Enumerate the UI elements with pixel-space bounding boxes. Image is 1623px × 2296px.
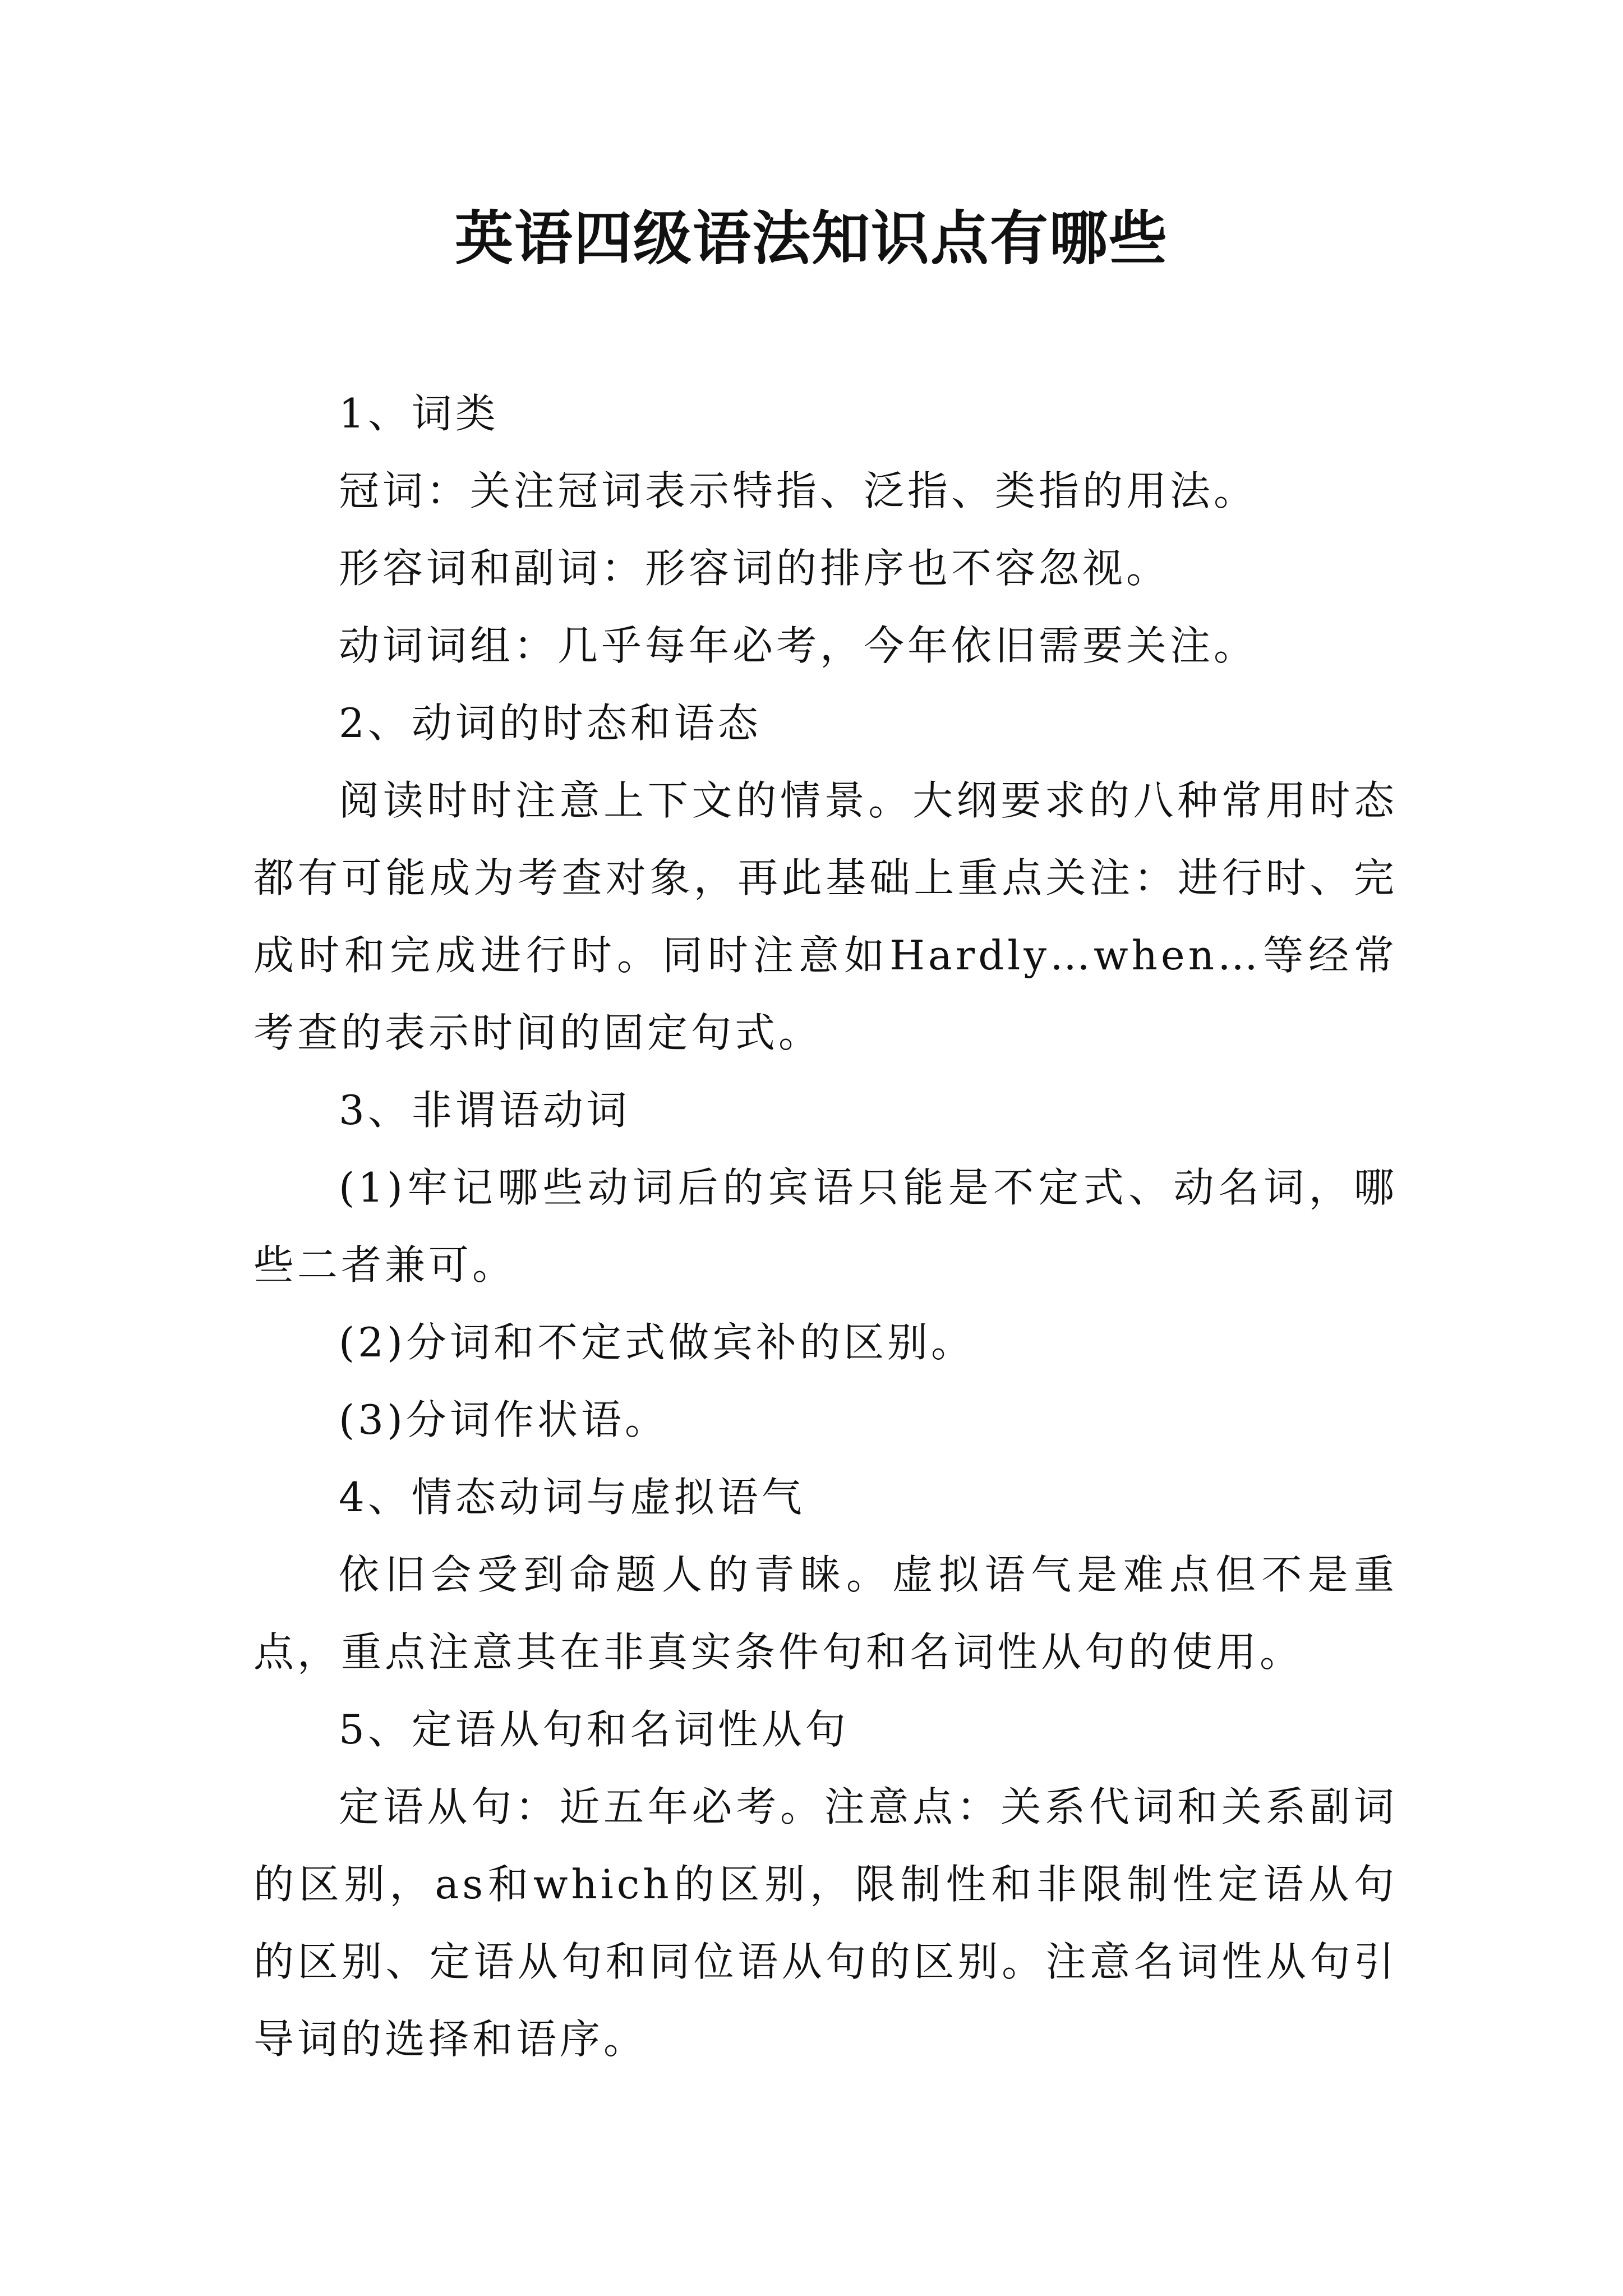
- paragraph-clauses: 定语从句：近五年必考。注意点：关系代词和关系副词的区别，as和which的区别，限制性和非限制性定语从句的区别、定语从句和同位语从句的区别。注意名词性从句引导词的选择和语序。: [253, 1783, 1398, 2063]
- paragraph-modal-subjunctive: 依旧会受到命题人的青睐。虚拟语气是难点但不是重点，重点注意其在非真实条件句和名词性从句的使用。: [253, 1551, 1398, 1676]
- paragraph-tense-voice: 阅读时时注意上下文的情景。大纲要求的八种常用时态都有可能成为考查对象，再此基础上重点关注：进行时、完成时和完成进行时。同时注意如Hardly…when…等经常考查的表示时间的固定句式。: [253, 777, 1398, 1056]
- section-heading-modal-subjunctive: 4、情态动词与虚拟语气: [339, 1474, 805, 1521]
- list-item-nonfinite-3: (3)分词作状语。: [339, 1396, 668, 1443]
- section-heading-tense-voice: 2、动词的时态和语态: [339, 700, 762, 747]
- section-heading-word-classes: 1、词类: [339, 390, 499, 437]
- document-title: 英语四级语法知识点有哪些: [454, 204, 1168, 273]
- list-item-nonfinite-2: (2)分词和不定式做宾补的区别。: [339, 1319, 975, 1366]
- document-body: [253, 375, 1398, 2078]
- paragraph-adjectives-adverbs: 形容词和副词：形容词的排序也不容忽视。: [339, 545, 1170, 592]
- paragraph-verb-phrases: 动词词组：几乎每年必考，今年依旧需要关注。: [339, 622, 1258, 669]
- list-item-nonfinite-1: (1)牢记哪些动词后的宾语只能是不定式、动名词，哪些二者兼可。: [253, 1164, 1398, 1289]
- paragraph-articles: 冠词：关注冠词表示特指、泛指、类指的用法。: [339, 467, 1258, 514]
- section-heading-nonfinite-verbs: 3、非谓语动词: [339, 1087, 630, 1134]
- section-heading-clauses: 5、定语从句和名词性从句: [339, 1706, 849, 1753]
